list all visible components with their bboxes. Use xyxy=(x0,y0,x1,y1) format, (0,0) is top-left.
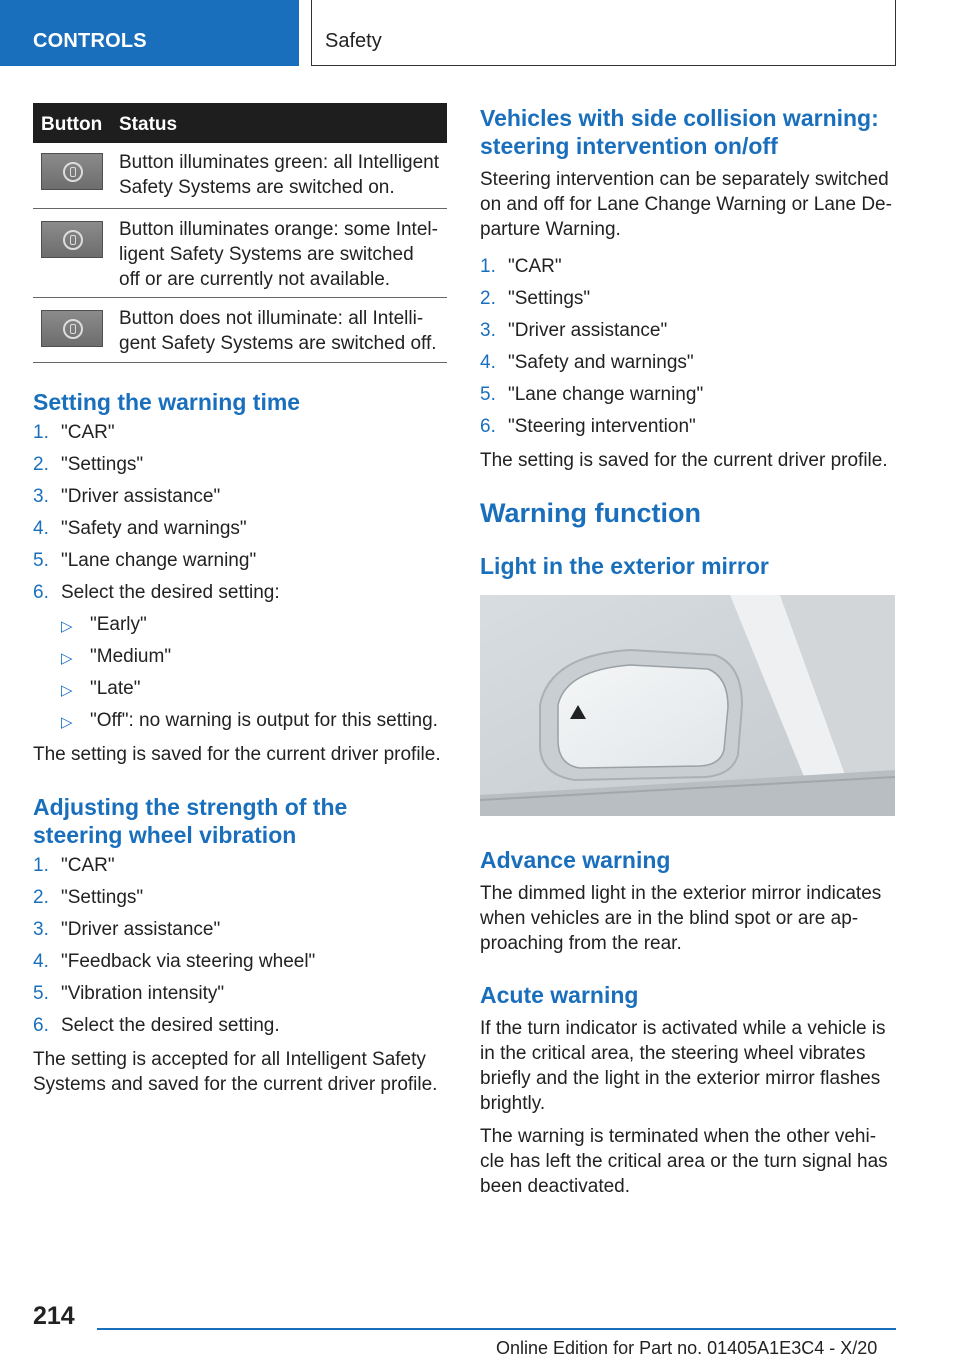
exterior-mirror-heading: Light in the exterior mirror xyxy=(480,553,769,579)
list-item: ▷ "Medium" xyxy=(61,646,172,667)
steering-steps xyxy=(480,256,900,448)
list-item: ▷ "Early" xyxy=(61,614,147,635)
warning-time-note: The setting is saved for the current driver profile. xyxy=(33,744,441,765)
chapter-tab xyxy=(311,0,896,66)
list-item: ▷ "Off": no warning is output for this setting. xyxy=(61,710,438,731)
list-item: 6. Select the desired setting: xyxy=(33,582,280,603)
acute-warning-text: If the turn indicator is activated while a vehicle is in the critical area, the steering wheel vibrates briefly and the light in the exterior mirror flashes brightly. xyxy=(480,1018,886,1114)
warning-function-heading: Warning function xyxy=(480,498,701,528)
table-row xyxy=(33,143,447,209)
table-row xyxy=(33,298,447,363)
safety-button-icon xyxy=(41,221,103,258)
vibration-steps xyxy=(33,855,453,1047)
column-header-button: Button xyxy=(41,114,103,135)
edition-text: Online Edition for Part no. 01405A1E3C4 - X/20 xyxy=(496,1338,878,1358)
vibration-heading: Adjusting the strength of the steering wheel vibration xyxy=(33,794,348,848)
warning-time-heading: Setting the warning time xyxy=(33,389,301,415)
list-item: 5. "Lane change warning" xyxy=(480,384,704,405)
list-item: 6. "Steering intervention" xyxy=(480,416,696,437)
safety-button-icon xyxy=(41,153,103,190)
triangle-bullet-icon: ▷ xyxy=(61,714,73,731)
vibration-note: The setting is accepted for all Intelligent Safety Systems and saved for the current driver profile. xyxy=(33,1049,438,1095)
section-tab xyxy=(0,0,299,66)
list-item: 2. "Settings" xyxy=(480,288,591,309)
list-item: 4. "Safety and warnings" xyxy=(33,518,247,539)
triangle-bullet-icon: ▷ xyxy=(61,650,73,667)
table-row xyxy=(33,209,447,298)
list-item: 4. "Feedback via steering wheel" xyxy=(33,951,316,972)
table-header xyxy=(33,103,447,143)
triangle-bullet-icon: ▷ xyxy=(61,682,73,699)
footer-divider xyxy=(97,1328,896,1330)
list-item: 3. "Driver assistance" xyxy=(33,486,221,507)
list-item: 1. "CAR" xyxy=(33,855,115,876)
list-item: 1. "CAR" xyxy=(33,422,115,443)
warning-time-steps xyxy=(33,422,453,742)
chapter-title: Safety xyxy=(325,30,382,52)
list-item: 1. "CAR" xyxy=(480,256,562,277)
status-text: Button does not illuminate: all Intelli- gent Safety Systems are switched off. xyxy=(119,308,437,354)
button-status-table xyxy=(33,103,447,363)
safety-button-icon xyxy=(41,310,103,347)
list-item: 2. "Settings" xyxy=(33,454,144,475)
triangle-bullet-icon: ▷ xyxy=(61,618,73,635)
section-title: CONTROLS xyxy=(33,30,147,52)
column-header-status: Status xyxy=(119,114,178,135)
page-number: 214 xyxy=(33,1302,75,1330)
list-item: 4. "Safety and warnings" xyxy=(480,352,694,373)
list-item: 5. "Vibration intensity" xyxy=(33,983,225,1004)
acute-warning-heading: Acute warning xyxy=(480,982,639,1008)
status-text: Button illuminates orange: some Intel- ligent Safety Systems are switched off or are currently not available. xyxy=(119,219,438,290)
steering-heading: Vehicles with side collision warning: steering intervention on/off xyxy=(480,105,879,159)
advance-warning-heading: Advance warning xyxy=(480,847,671,873)
steering-intro: Steering intervention can be separately switched on and off for Lane Change Warning or Lane De- parture Warning. xyxy=(480,169,892,240)
warning-terminated-text: The warning is terminated when the other vehi- cle has left the critical area or the turn signal has been deactivated. xyxy=(480,1126,888,1197)
list-item: 2. "Settings" xyxy=(33,887,144,908)
list-item: 3. "Driver assistance" xyxy=(480,320,668,341)
steering-note: The setting is saved for the current driver profile. xyxy=(480,450,888,471)
advance-warning-text: The dimmed light in the exterior mirror indicates when vehicles are in the blind spot or are ap- proaching from the rear. xyxy=(480,883,882,954)
list-item: 5. "Lane change warning" xyxy=(33,550,257,571)
list-item: ▷ "Late" xyxy=(61,678,141,699)
exterior-mirror-illustration xyxy=(480,595,895,816)
list-item: 3. "Driver assistance" xyxy=(33,919,221,940)
list-item: 6. Select the desired setting. xyxy=(33,1015,280,1036)
status-text: Button illuminates green: all Intelligent Safety Systems are switched on. xyxy=(119,152,440,198)
